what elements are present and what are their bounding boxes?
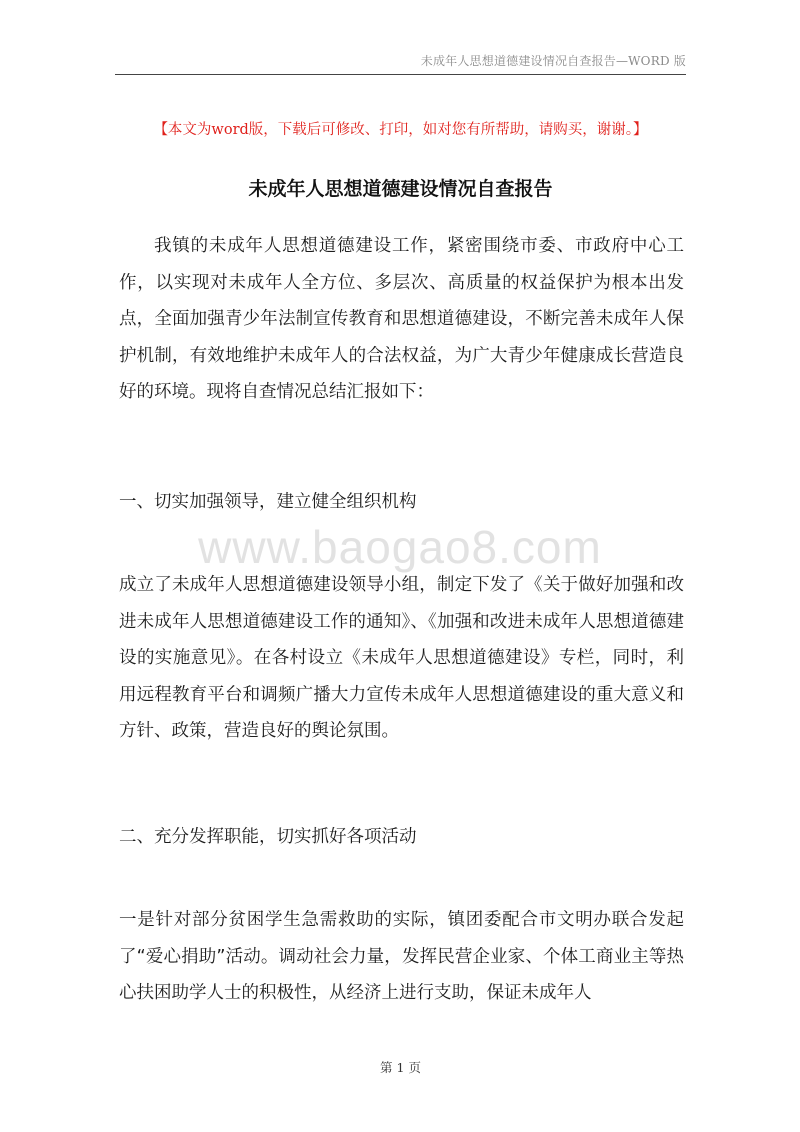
section-paragraph-1: 成立了未成年人思想道德建设领导小组，制定下发了《关于做好加强和改进未成年人思想道德建设工作的通知》、《加强和改进未成年人思想道德建设的实施意见》。在各村设立《未成年人思想道德建设》专栏，同时，利用远程教育平台和调频广播大力宣传未成年人思想道德建设的重大意义和方针、政策，营造良好的舆论氛围。 [119, 575, 684, 741]
intro-paragraph: 我镇的未成年人思想道德建设工作，紧密围绕市委、市政府中心工作，以实现对未成年人全方位、多层次、高质量的权益保护为根本出发点，全面加强青少年法制宣传教育和思想道德建设，不断完善未成年人保护机制，有效地维护未成年人的合法权益，为广大青少年健康成长营造良好的环境。现将自查情况总结汇报如下： [119, 236, 684, 402]
section-paragraph-2: 一是针对部分贫困学生急需救助的实际，镇团委配合市文明办联合发起了“爱心捐助”活动。调动社会力量，发挥民营企业家、个体工商业主等热心扶困助学人士的积极性，从经济上进行支助，保证未成年人 [119, 910, 684, 1003]
page-number: 第 1 页 [380, 1060, 421, 1075]
running-header: 未成年人思想道德建设情况自查报告—WORD 版 [420, 54, 686, 68]
document-title: 未成年人思想道德建设情况自查报告 [248, 178, 553, 200]
section-heading-1: 一、切实加强领导，建立健全组织机构 [119, 492, 417, 512]
section-heading-2: 二、充分发挥职能，切实抓好各项活动 [119, 827, 417, 847]
site-watermark: www.baogao8.com [198, 521, 602, 573]
purchase-notice: 【本文为word版，下载后可修改、打印，如对您有所帮助，请购买，谢谢。】 [153, 122, 648, 138]
header-divider [115, 74, 686, 75]
